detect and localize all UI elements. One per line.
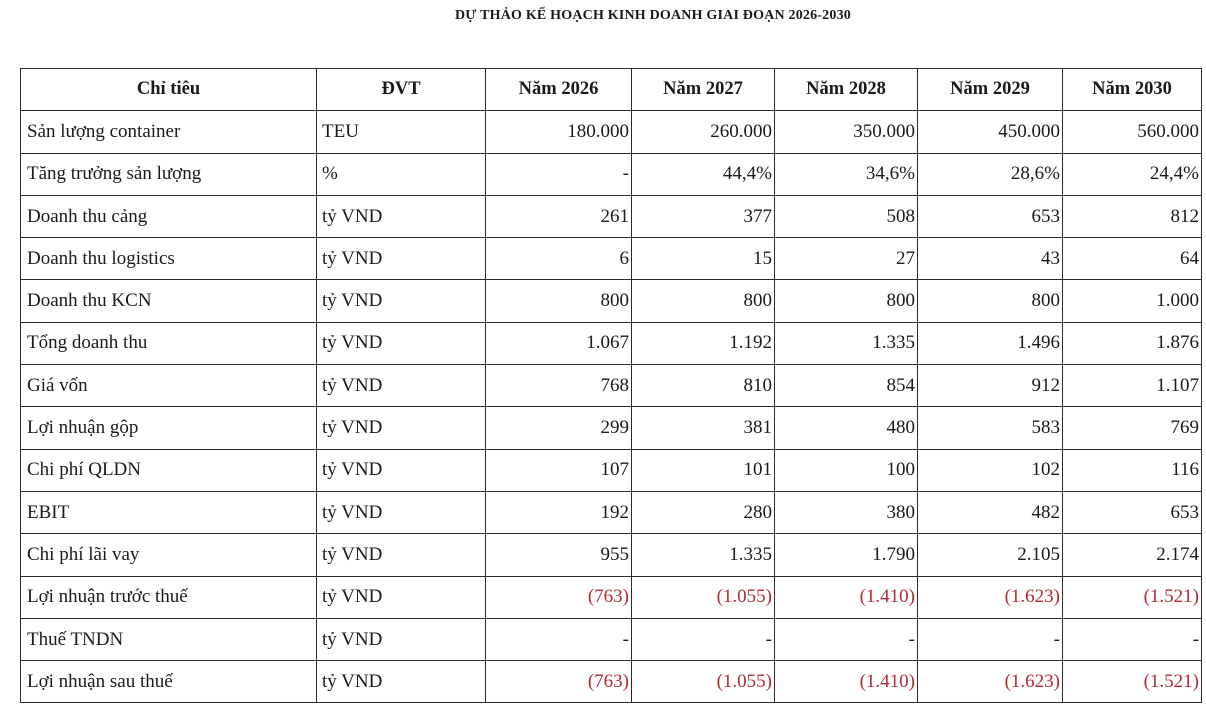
value-cell: - [486, 618, 632, 660]
value-cell: - [1063, 618, 1202, 660]
value-cell: 912 [918, 365, 1063, 407]
value-cell: 2.174 [1063, 534, 1202, 576]
value-cell: 350.000 [775, 111, 918, 153]
value-cell: 34,6% [775, 153, 918, 195]
value-cell: 6 [486, 238, 632, 280]
value-cell: 15 [632, 238, 775, 280]
row-label: Doanh thu cảng [21, 195, 317, 237]
value-cell: 192 [486, 491, 632, 533]
header-year-2029: Năm 2029 [918, 69, 1063, 111]
row-label: Thuế TNDN [21, 618, 317, 660]
value-cell: 299 [486, 407, 632, 449]
value-cell: 812 [1063, 195, 1202, 237]
row-unit: tỷ VND [317, 238, 486, 280]
row-unit: tỷ VND [317, 407, 486, 449]
value-cell: 450.000 [918, 111, 1063, 153]
row-label: Chi phí lãi vay [21, 534, 317, 576]
row-label: Doanh thu KCN [21, 280, 317, 322]
value-cell: 1.335 [632, 534, 775, 576]
value-cell: 560.000 [1063, 111, 1202, 153]
row-unit: tỷ VND [317, 322, 486, 364]
header-year-2027: Năm 2027 [632, 69, 775, 111]
table-row [21, 195, 1202, 237]
value-cell: 1.067 [486, 322, 632, 364]
row-unit: tỷ VND [317, 534, 486, 576]
table-row [21, 322, 1202, 364]
row-unit: tỷ VND [317, 365, 486, 407]
row-unit: tỷ VND [317, 449, 486, 491]
value-cell: 800 [486, 280, 632, 322]
table-row [21, 576, 1202, 618]
table-row [21, 280, 1202, 322]
row-label: Tổng doanh thu [21, 322, 317, 364]
row-label: Lợi nhuận trước thuế [21, 576, 317, 618]
row-label: Tăng trưởng sản lượng [21, 153, 317, 195]
header-indicator: Chỉ tiêu [21, 69, 317, 111]
value-cell: (1.055) [632, 661, 775, 703]
value-cell: 1.192 [632, 322, 775, 364]
value-cell: 280 [632, 491, 775, 533]
row-unit: % [317, 153, 486, 195]
header-year-2028: Năm 2028 [775, 69, 918, 111]
value-cell: 64 [1063, 238, 1202, 280]
value-cell: - [918, 618, 1063, 660]
value-cell: (1.623) [918, 661, 1063, 703]
table-row [21, 153, 1202, 195]
value-cell: 769 [1063, 407, 1202, 449]
value-cell: 1.876 [1063, 322, 1202, 364]
value-cell: (1.521) [1063, 661, 1202, 703]
value-cell: 768 [486, 365, 632, 407]
value-cell: 24,4% [1063, 153, 1202, 195]
document-title: DỰ THẢO KẾ HOẠCH KINH DOANH GIAI ĐOẠN 2026-2030 [455, 8, 851, 23]
value-cell: (1.055) [632, 576, 775, 618]
row-label: Lợi nhuận sau thuế [21, 661, 317, 703]
row-label: EBIT [21, 491, 317, 533]
value-cell: 1.496 [918, 322, 1063, 364]
value-cell: 101 [632, 449, 775, 491]
table-row [21, 111, 1202, 153]
value-cell: 1.107 [1063, 365, 1202, 407]
value-cell: 1.790 [775, 534, 918, 576]
row-unit: tỷ VND [317, 280, 486, 322]
value-cell: 380 [775, 491, 918, 533]
header-year-2026: Năm 2026 [486, 69, 632, 111]
value-cell: 377 [632, 195, 775, 237]
value-cell: 260.000 [632, 111, 775, 153]
value-cell: 1.000 [1063, 280, 1202, 322]
value-cell: 854 [775, 365, 918, 407]
table-row [21, 618, 1202, 660]
value-cell: - [775, 618, 918, 660]
value-cell: (763) [486, 661, 632, 703]
table-row [21, 491, 1202, 533]
row-unit: TEU [317, 111, 486, 153]
value-cell: 261 [486, 195, 632, 237]
value-cell: 800 [918, 280, 1063, 322]
table-row [21, 534, 1202, 576]
header-unit: ĐVT [317, 69, 486, 111]
value-cell: 100 [775, 449, 918, 491]
header-year-2030: Năm 2030 [1063, 69, 1202, 111]
table-row [21, 407, 1202, 449]
value-cell: 1.335 [775, 322, 918, 364]
value-cell: (763) [486, 576, 632, 618]
value-cell: 482 [918, 491, 1063, 533]
value-cell: 653 [1063, 491, 1202, 533]
value-cell: (1.521) [1063, 576, 1202, 618]
row-unit: tỷ VND [317, 618, 486, 660]
table-row [21, 661, 1202, 703]
value-cell: 955 [486, 534, 632, 576]
value-cell: 381 [632, 407, 775, 449]
table-row [21, 449, 1202, 491]
value-cell: (1.623) [918, 576, 1063, 618]
table-row [21, 365, 1202, 407]
value-cell: 107 [486, 449, 632, 491]
row-unit: tỷ VND [317, 195, 486, 237]
value-cell: 102 [918, 449, 1063, 491]
value-cell: 800 [775, 280, 918, 322]
value-cell: 43 [918, 238, 1063, 280]
business-plan-table [20, 68, 1202, 703]
row-unit: tỷ VND [317, 491, 486, 533]
value-cell: (1.410) [775, 576, 918, 618]
row-label: Sản lượng container [21, 111, 317, 153]
value-cell: 28,6% [918, 153, 1063, 195]
value-cell: 2.105 [918, 534, 1063, 576]
value-cell: 116 [1063, 449, 1202, 491]
table-row [21, 238, 1202, 280]
row-label: Chi phí QLDN [21, 449, 317, 491]
value-cell: 27 [775, 238, 918, 280]
value-cell: - [486, 153, 632, 195]
value-cell: 44,4% [632, 153, 775, 195]
table-header-row [21, 69, 1202, 111]
value-cell: 180.000 [486, 111, 632, 153]
value-cell: 508 [775, 195, 918, 237]
value-cell: 653 [918, 195, 1063, 237]
row-unit: tỷ VND [317, 576, 486, 618]
row-label: Lợi nhuận gộp [21, 407, 317, 449]
row-unit: tỷ VND [317, 661, 486, 703]
value-cell: - [632, 618, 775, 660]
value-cell: 810 [632, 365, 775, 407]
row-label: Doanh thu logistics [21, 238, 317, 280]
value-cell: 583 [918, 407, 1063, 449]
row-label: Giá vốn [21, 365, 317, 407]
value-cell: 800 [632, 280, 775, 322]
value-cell: 480 [775, 407, 918, 449]
value-cell: (1.410) [775, 661, 918, 703]
